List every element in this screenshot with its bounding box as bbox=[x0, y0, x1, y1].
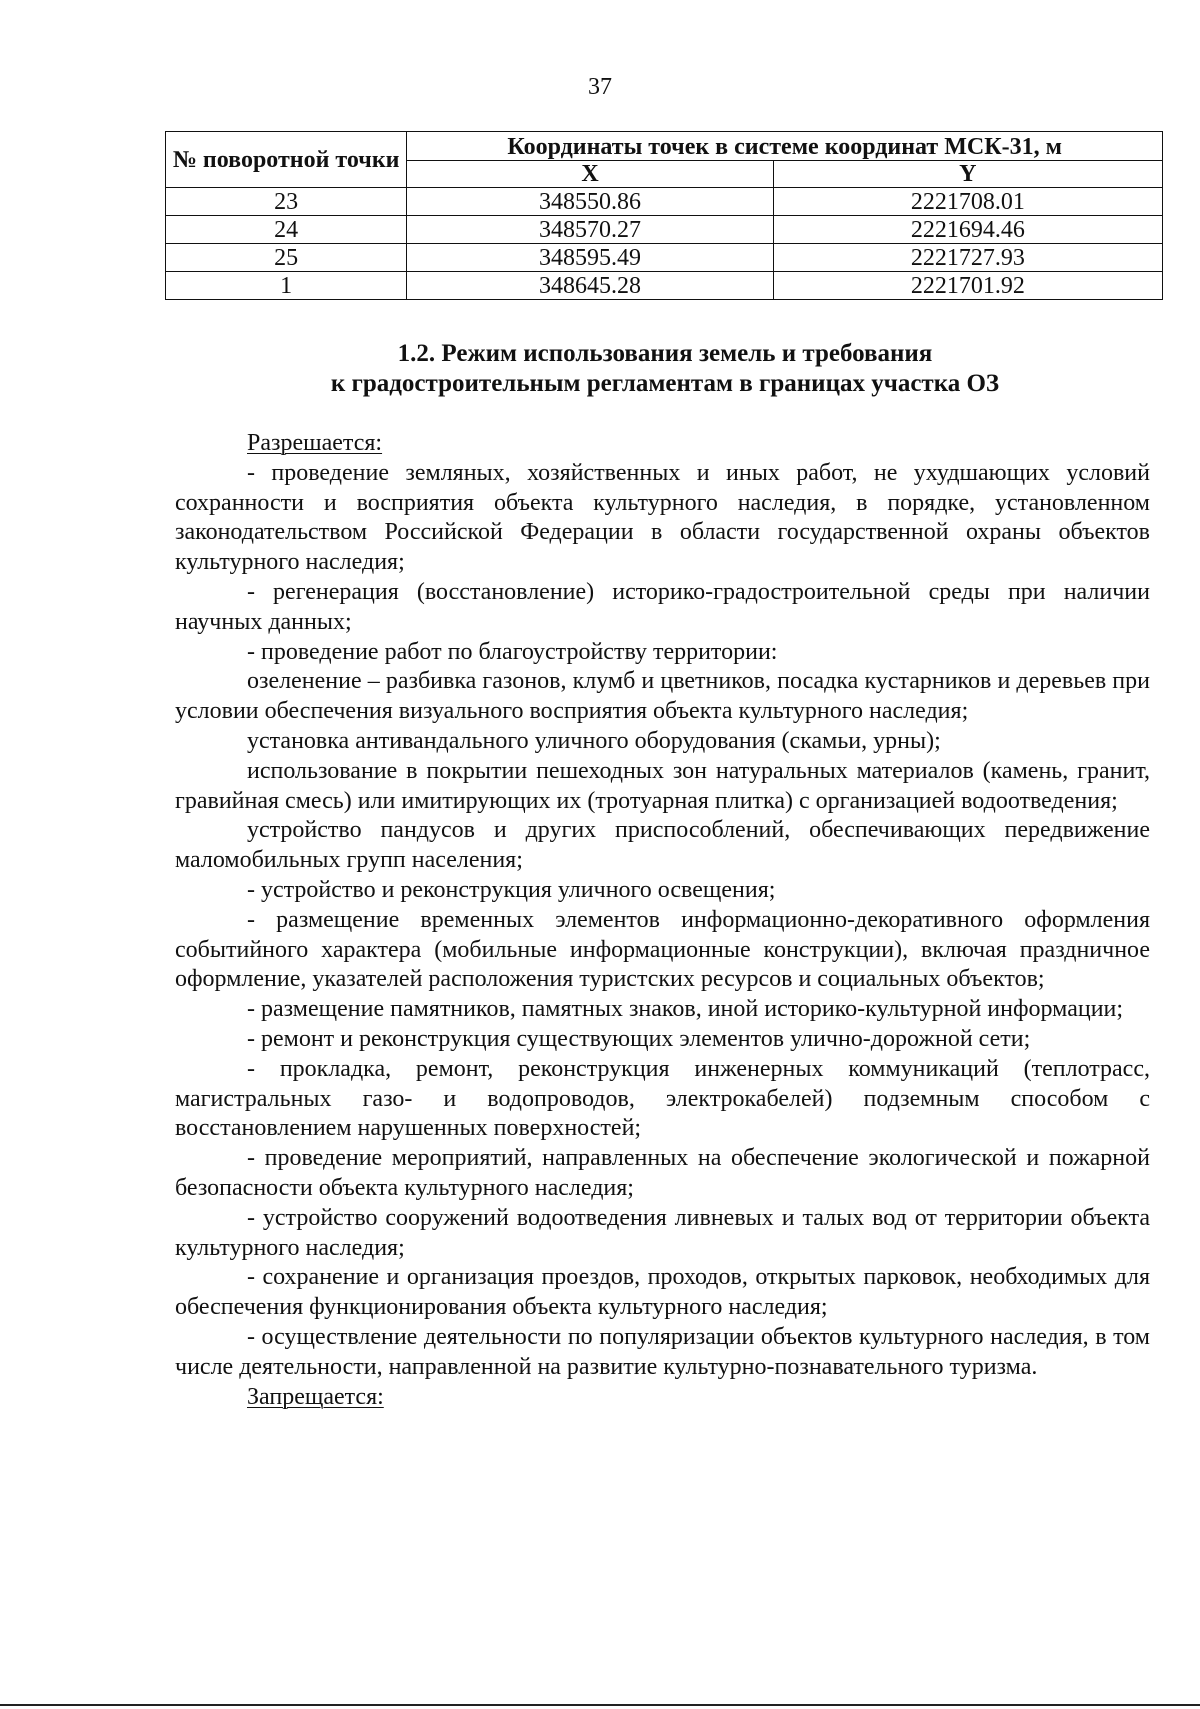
cell-y: 2221727.93 bbox=[773, 244, 1162, 272]
cell-x: 348645.28 bbox=[407, 272, 773, 300]
cell-y: 2221701.92 bbox=[773, 272, 1162, 300]
paragraph: - проведение работ по благоустройству территории: bbox=[247, 638, 778, 665]
coordinates-table bbox=[165, 131, 1163, 300]
cell-point: 1 bbox=[166, 272, 407, 300]
table-row bbox=[166, 244, 1163, 272]
cell-y: 2221708.01 bbox=[773, 188, 1162, 216]
paragraph: - сохранение и организация проездов, проходов, открытых парковок, необходимых для обеспечения функционирования объекта культурного наследия; bbox=[175, 1264, 1150, 1321]
paragraph: - размещение памятников, памятных знаков, иной историко-культурной информации; bbox=[247, 996, 1124, 1023]
scan-edge-line bbox=[0, 1704, 1200, 1706]
paragraph: использование в покрытии пешеходных зон натуральных материалов (камень, гранит, гравийная смесь) или имитирующих их (тротуарная плитка) с организацией водоотведения; bbox=[175, 757, 1150, 814]
paragraph: - прокладка, ремонт, реконструкция инженерных коммуникаций (теплотрасс, магистральных газо- и водопроводов, электрокабелей) подземным способом с восстановлением нарушенных поверхностей; bbox=[175, 1055, 1150, 1142]
header-x: X bbox=[407, 161, 773, 188]
header-coordinates-title: Координаты точек в системе координат МСК-31, м bbox=[407, 132, 1163, 161]
document-body bbox=[175, 429, 1150, 1412]
paragraph: - регенерация (восстановление) историко-градостроительной среды при наличии научных данных; bbox=[175, 578, 1150, 635]
cell-point: 23 bbox=[166, 188, 407, 216]
paragraph: - проведение земляных, хозяйственных и иных работ, не ухудшающих условий сохранности и восприятия объекта культурного наследия, в порядке, установленном законодательством Российской Федерации в области государственной охраны объектов культурного наследия; bbox=[175, 459, 1150, 576]
paragraph: - размещение временных элементов информационно-декоративного оформления событийного характера (мобильные информационные конструкции), включая праздничное оформление, указателей расположения туристских ресурсов и социальных объектов; bbox=[175, 906, 1150, 993]
paragraph: - проведение мероприятий, направленных на обеспечение экологической и пожарной безопасности объекта культурного наследия; bbox=[175, 1145, 1150, 1201]
section-title-line-2: к градостроительным регламентам в границах участка ОЗ bbox=[330, 370, 1000, 397]
table-header-row bbox=[166, 132, 1163, 161]
paragraph: установка антивандального уличного оборудования (скамьи, урны); bbox=[247, 727, 941, 754]
paragraph: - осуществление деятельности по популяризации объектов культурного наследия, в том числе деятельности, направленной на развитие культурно-познавательного туризма. bbox=[175, 1323, 1150, 1380]
cell-point: 25 bbox=[166, 244, 407, 272]
allowed-label: Разрешается: bbox=[247, 430, 383, 456]
page-number: 37 bbox=[588, 74, 612, 100]
cell-x: 348550.86 bbox=[407, 188, 773, 216]
prohibited-label: Запрещается: bbox=[247, 1383, 384, 1410]
paragraph: - устройство и реконструкция уличного освещения; bbox=[247, 876, 776, 903]
header-y: Y bbox=[773, 161, 1162, 188]
paragraph: - ремонт и реконструкция существующих элементов улично-дорожной сети; bbox=[247, 1025, 1031, 1052]
table-row bbox=[166, 272, 1163, 300]
cell-x: 348570.27 bbox=[407, 216, 773, 244]
section-title bbox=[170, 339, 1160, 399]
section-title-line-1: 1.2. Режим использования земель и требования bbox=[397, 340, 933, 367]
cell-x: 348595.49 bbox=[407, 244, 773, 272]
table-row bbox=[166, 188, 1163, 216]
cell-y: 2221694.46 bbox=[773, 216, 1162, 244]
cell-point: 24 bbox=[166, 216, 407, 244]
paragraph: устройство пандусов и других приспособлений, обеспечивающих передвижение маломобильных групп населения; bbox=[175, 817, 1150, 874]
table-row bbox=[166, 216, 1163, 244]
paragraph: озеленение – разбивка газонов, клумб и цветников, посадка кустарников и деревьев при условии обеспечения визуального восприятия объекта культурного наследия; bbox=[175, 668, 1150, 725]
header-point-number: № поворотной точки bbox=[166, 132, 407, 188]
paragraph: - устройство сооружений водоотведения ливневых и талых вод от территории объекта культурного наследия; bbox=[175, 1204, 1150, 1261]
